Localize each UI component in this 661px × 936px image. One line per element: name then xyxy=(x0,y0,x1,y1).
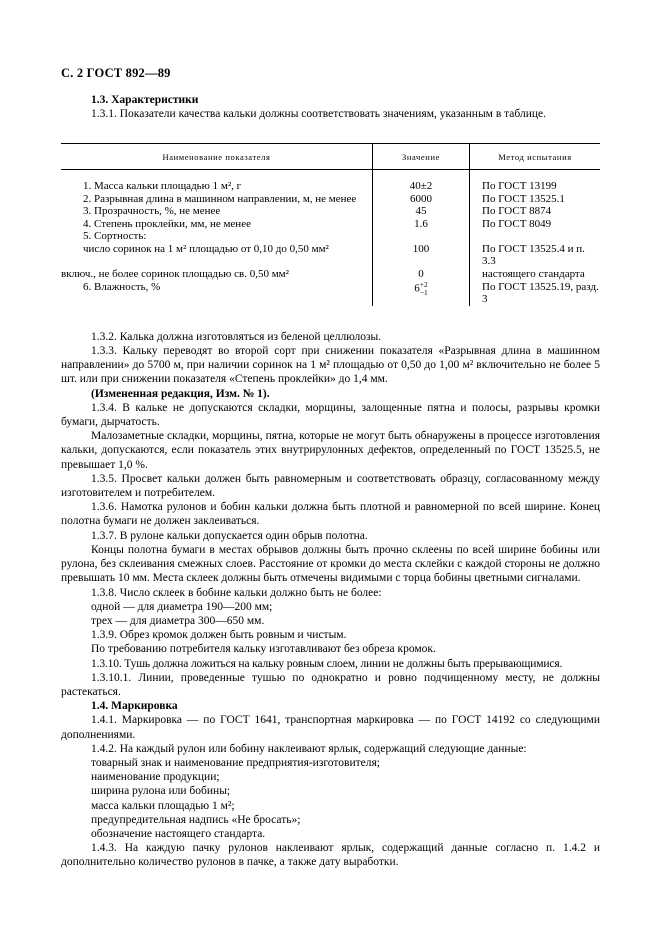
list-item: ширина рулона или бобины; xyxy=(91,785,231,798)
row-method: По ГОСТ 13525.1 xyxy=(470,193,601,206)
paragraph-1-3-4b: Малозаметные складки, морщины, пятна, которые не могут быть обнаружены в процессе изготовления кальки, допускаются, если показатель этих внутрирулонных дефектов, определенный по ГОСТ 13525.5, не превышает 1,0 %. xyxy=(61,430,600,471)
list-item: масса кальки площадью 1 м²; xyxy=(91,799,235,812)
row-value: 40±2 xyxy=(373,180,470,193)
row-value xyxy=(373,281,470,306)
value-tolerance-minus: −1 xyxy=(419,287,428,297)
paragraph-1-3-3: 1.3.3. Кальку переводят во второй сорт при снижении показателя «Разрывная длина в машинном направлении» до 5700 м, при наличии соринок на 1 м² площадью от 0,50 до 1,00 м² включительно не более 5 шт. или при снижении показателя «Степень проклейки» до 1,4 мм. xyxy=(61,345,600,386)
row-value: 100 xyxy=(373,243,470,268)
column-header-method: Метод испытания xyxy=(470,144,601,170)
row-method: По ГОСТ 13199 xyxy=(470,180,601,193)
row-value: 1.6 xyxy=(373,218,470,231)
paragraph-1-3-2: 1.3.2. Калька должна изготовляться из беленой целлюлозы. xyxy=(91,330,382,343)
paragraph-1-3-6: 1.3.6. Намотка рулонов и бобин кальки должна быть плотной и равномерной по всей ширине. Конец полотна бумаги не должен заклеиваться. xyxy=(61,501,600,528)
quality-table xyxy=(61,143,600,305)
paragraph-1-3-9b: По требованию потребителя кальку изготавливают без обреза кромок. xyxy=(91,643,436,656)
row-value: 45 xyxy=(373,205,470,218)
row-value: 6000 xyxy=(373,193,470,206)
paragraph-1-3-10: 1.3.10. Тушь должна ложиться на кальку ровным слоем, линии не должны быть прерывающимися. xyxy=(91,657,563,670)
row-method: По ГОСТ 13525.19, разд. 3 xyxy=(470,281,601,306)
row-name: 4. Степень проклейки, мм, не менее xyxy=(83,217,251,230)
list-item: наименование продукции; xyxy=(91,771,220,784)
paragraph-1-3-7b: Концы полотна бумаги в местах обрывов должны быть прочно склеены по всей ширине бобины или рулона, без склеивания смежных слоев. Расстояние от кромки до места склейки с каждой стороны не должно превышать 10 мм. Места склеек должны быть отмечены видимыми с торца бобины цветными сигналами. xyxy=(61,543,600,585)
paragraph-1-4-2: 1.4.2. На каждый рулон или бобину наклеивают ярлык, содержащий следующие данные: xyxy=(91,742,527,755)
row-name: 6. Влажность, % xyxy=(83,280,161,293)
row-name: число соринок на 1 м² площадью от 0,10 до 0,50 мм² xyxy=(83,242,329,255)
page-header: С. 2 ГОСТ 892—89 xyxy=(61,66,171,80)
list-item: предупредительная надпись «Не бросать»; xyxy=(91,813,301,826)
amendment-note: (Измененная редакция, Изм. № 1). xyxy=(91,387,270,400)
row-method: По ГОСТ 8874 xyxy=(470,205,601,218)
paragraph-1-3-1: 1.3.1. Показатели качества кальки должны соответствовать значениям, указанным в таблице. xyxy=(91,108,546,121)
section-title-marking: 1.4. Маркировка xyxy=(91,700,178,713)
table-row xyxy=(61,243,600,268)
paragraph-1-3-8: 1.3.8. Число склеек в бобине кальки должно быть не более: xyxy=(91,586,382,599)
table-row xyxy=(61,205,600,218)
row-name: 1. Масса кальки площадью 1 м², г xyxy=(83,179,242,192)
section-title-characteristics: 1.3. Характеристики xyxy=(91,94,199,106)
row-value: 0 xyxy=(373,268,470,281)
row-method: настоящего стандарта xyxy=(470,268,601,281)
paragraph-1-3-8b: трех — для диаметра 300—650 мм. xyxy=(91,614,265,627)
paragraph-1-4-3: 1.4.3. На каждую пачку рулонов наклеивают ярлык, содержащий данные согласно п. 1.4.2 и дополнительно количество рулонов в пачке, а также дату выработки. xyxy=(61,842,600,869)
list-item: товарный знак и наименование предприятия-изготовителя; xyxy=(91,756,380,769)
paragraph-1-3-10-1: 1.3.10.1. Линии, проведенные тушью по однократно и ровно подчищенному месту, не должны растекаться. xyxy=(61,671,600,698)
paragraph-1-3-7: 1.3.7. В рулоне кальки допускается один обрыв полотна. xyxy=(91,529,368,542)
row-method xyxy=(470,230,601,243)
row-method: По ГОСТ 8049 xyxy=(470,218,601,231)
paragraph-1-3-9: 1.3.9. Обрез кромок должен быть ровным и чистым. xyxy=(91,629,347,642)
paragraph-1-3-8a: одной — для диаметра 190—200 мм; xyxy=(91,600,273,613)
row-name: 2. Разрывная длина в машинном направлении, м, не менее xyxy=(83,192,357,205)
paragraph-1-3-5: 1.3.5. Просвет кальки должен быть равномерным и соответствовать образцу, согласованному между изготовителем и потребителем. xyxy=(61,472,600,500)
table-row xyxy=(61,268,600,281)
value-tolerance-plus: +2 xyxy=(419,279,428,289)
column-header-name: Наименование показателя xyxy=(61,144,373,170)
value-base: 6 xyxy=(414,282,420,295)
paragraph-1-3-4: 1.3.4. В кальке не допускаются складки, морщины, залощенные пятна и полосы, разрывы кромки бумаги, дырчатость. xyxy=(61,401,600,429)
table-row xyxy=(61,180,600,193)
table-row xyxy=(61,230,600,243)
row-method: По ГОСТ 13525.4 и п. 3.3 xyxy=(470,243,601,268)
row-name: включ., не более соринок площадью св. 0,50 мм² xyxy=(61,268,289,281)
row-name: 3. Прозрачность, %, не менее xyxy=(83,205,221,218)
row-name: 5. Сортность: xyxy=(83,230,147,243)
table-row xyxy=(61,193,600,206)
table-header-row xyxy=(61,144,600,170)
row-value xyxy=(373,230,470,243)
column-header-value: Значение xyxy=(373,144,470,170)
paragraph-1-4-1: 1.4.1. Маркировка — по ГОСТ 1641, транспортная маркировка — по ГОСТ 14192 со следующими дополнениями. xyxy=(61,714,600,741)
table-row xyxy=(61,281,600,306)
table-row xyxy=(61,218,600,231)
list-item: обозначение настоящего стандарта. xyxy=(91,827,266,840)
page-content xyxy=(61,93,600,870)
